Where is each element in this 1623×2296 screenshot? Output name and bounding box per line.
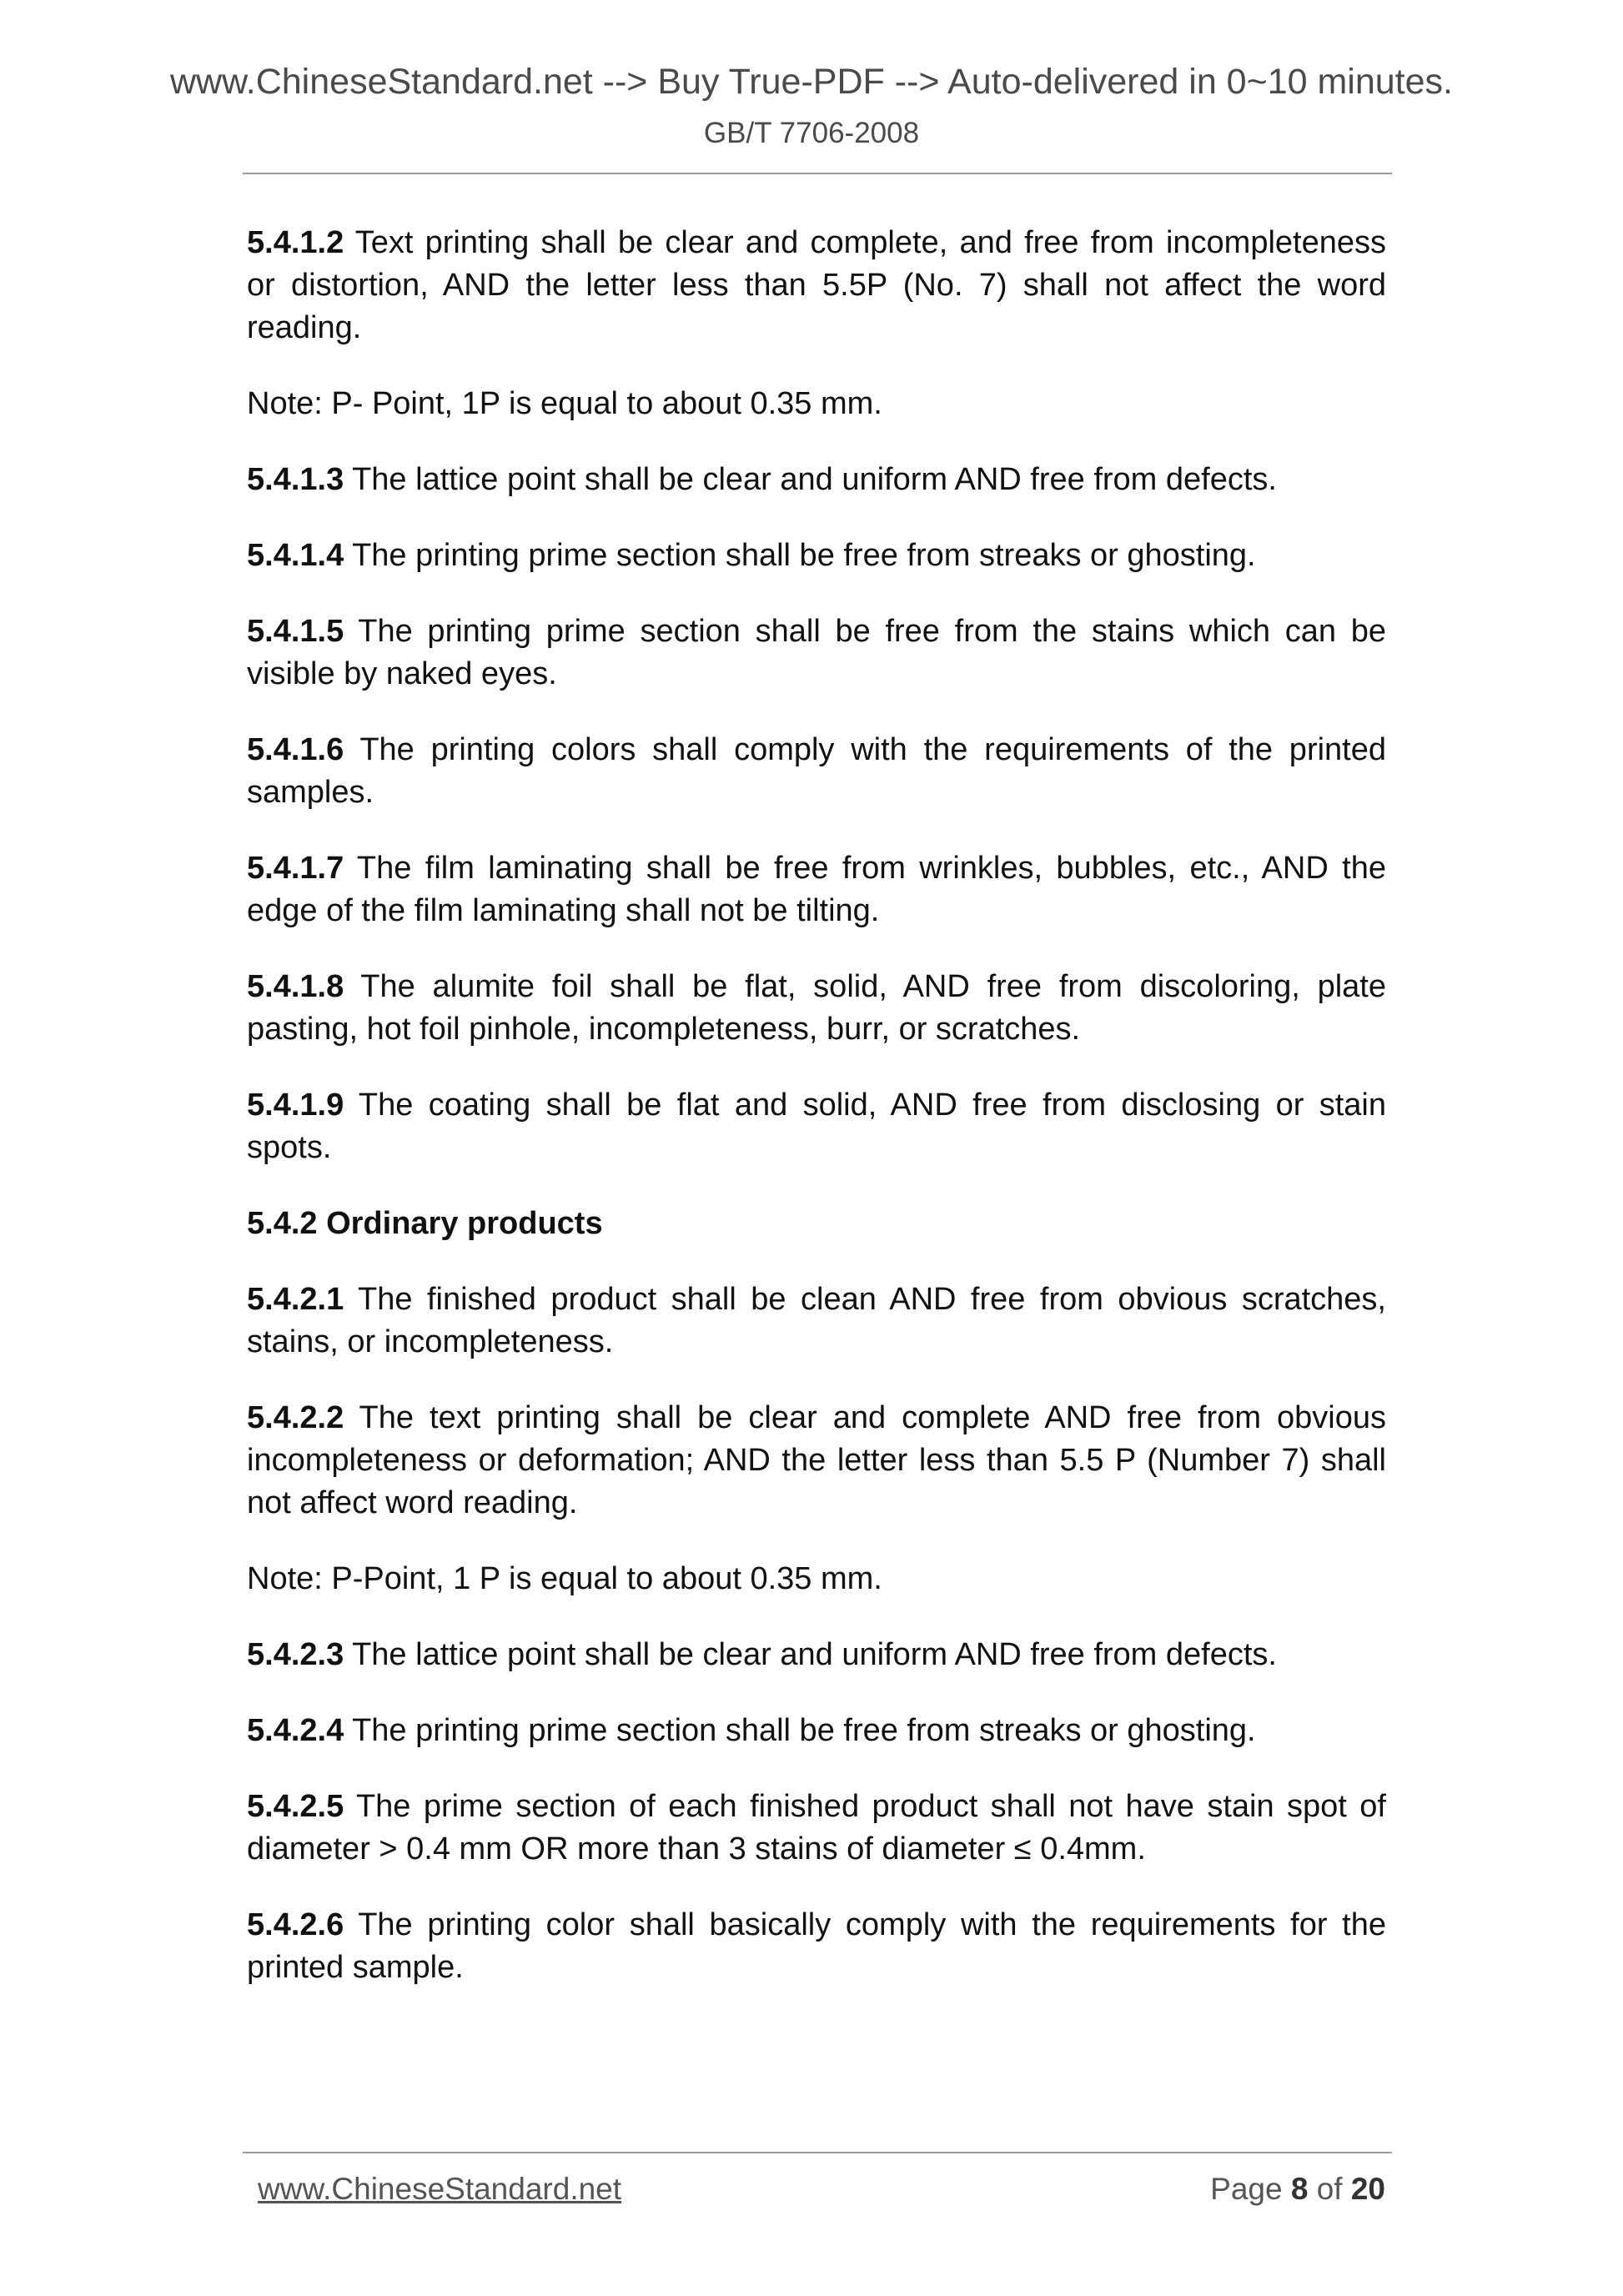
page-number: 8 [1290,2172,1309,2206]
clause-text: The film laminating shall be free from wrinkles, bubbles, etc., AND the edge of the film laminating shall not be tilting. [247,851,1386,928]
clause-5-4-2-2 [247,1397,1386,1525]
clause-text: The printing prime section shall be free from the stains which can be visible by naked eyes. [247,614,1386,691]
clause-5-4-1-4 [247,535,1386,577]
clause-number: 5.4.1.7 [247,851,344,886]
of-label: of [1316,2172,1343,2206]
page-indicator [1210,2172,1385,2207]
clause-number: 5.4.1.9 [247,1088,344,1123]
clause-text: The text printing shall be clear and complete AND free from obvious incompleteness or deformation; AND the letter less than 5.5 P (Number 7) shall not affect word reading. [247,1400,1386,1520]
clause-text: The lattice point shall be clear and uniform AND free from defects. [344,1637,1277,1672]
section-heading-text: 5.4.2 Ordinary products [247,1206,603,1241]
clause-number: 5.4.1.3 [247,462,344,497]
clause-text: The lattice point shall be clear and uniform AND free from defects. [344,462,1277,497]
clause-text: The printing colors shall comply with the requirements of the printed samples. [247,732,1386,810]
clause-5-4-1-3 [247,459,1386,501]
page-label: Page [1210,2172,1283,2206]
clause-5-4-1-7 [247,847,1386,932]
clause-number: 5.4.1.5 [247,614,344,649]
clause-text: The coating shall be flat and solid, AND free from disclosing or stain spots. [247,1088,1386,1165]
footer-divider [243,2152,1392,2153]
section-heading-5-4-2 [247,1203,1386,1245]
clause-number: 5.4.1.8 [247,969,344,1004]
clause-text: The prime section of each finished product shall not have stain spot of diameter > 0.4 mm OR more than 3 stains of diameter ≤ 0.4mm. [247,1789,1386,1866]
note-text: Note: P- Point, 1P is equal to about 0.35 mm. [247,386,882,421]
clause-text: The printing prime section shall be free from streaks or ghosting. [344,1713,1256,1748]
clause-5-4-1-6 [247,729,1386,814]
clause-text: The printing prime section shall be free from streaks or ghosting. [344,538,1256,573]
clause-number: 5.4.2.4 [247,1713,344,1748]
header-divider [243,173,1392,174]
clause-text: The finished product shall be clean AND free from obvious scratches, stains, or incompleteness. [247,1282,1386,1359]
clause-5-4-2-6 [247,1904,1386,1989]
clause-5-4-2-3 [247,1634,1386,1676]
note-text: Note: P-Point, 1 P is equal to about 0.35 mm. [247,1561,882,1596]
clause-number: 5.4.1.6 [247,732,344,767]
clause-5-4-1-8 [247,966,1386,1051]
clause-number: 5.4.1.4 [247,538,344,573]
note-point-size [247,383,1386,425]
total-pages: 20 [1350,2172,1385,2206]
clause-number: 5.4.2.2 [247,1400,344,1435]
clause-number: 5.4.2.6 [247,1907,344,1942]
clause-number: 5.4.1.2 [247,225,344,260]
footer-site-link[interactable]: www.ChineseStandard.net [258,2172,622,2206]
clause-5-4-2-4 [247,1710,1386,1752]
clause-5-4-2-5 [247,1786,1386,1871]
clause-number: 5.4.2.1 [247,1282,344,1317]
clause-5-4-1-5 [247,610,1386,696]
clause-text: The alumite foil shall be flat, solid, AND free from discoloring, plate pasting, hot foil pinhole, incompleteness, burr, or scratches. [247,969,1386,1047]
clause-text: Text printing shall be clear and complete, and free from incompleteness or distortion, AND the letter less than 5.5P (No. 7) shall not affect the word reading. [247,225,1386,345]
clause-5-4-1-9 [247,1084,1386,1169]
clause-5-4-1-2 [247,222,1386,349]
clause-number: 5.4.2.5 [247,1789,344,1824]
clause-5-4-2-1 [247,1279,1386,1364]
note-point-size-2 [247,1558,1386,1600]
standard-code: GB/T 7706-2008 [703,117,920,149]
header-url-line: www.ChineseStandard.net --> Buy True-PDF --> Auto-delivered in 0~10 minutes. [169,62,1453,102]
clause-number: 5.4.2.3 [247,1637,344,1672]
clause-text: The printing color shall basically comply with the requirements for the printed sample. [247,1907,1386,1985]
document-body [247,222,1386,2022]
